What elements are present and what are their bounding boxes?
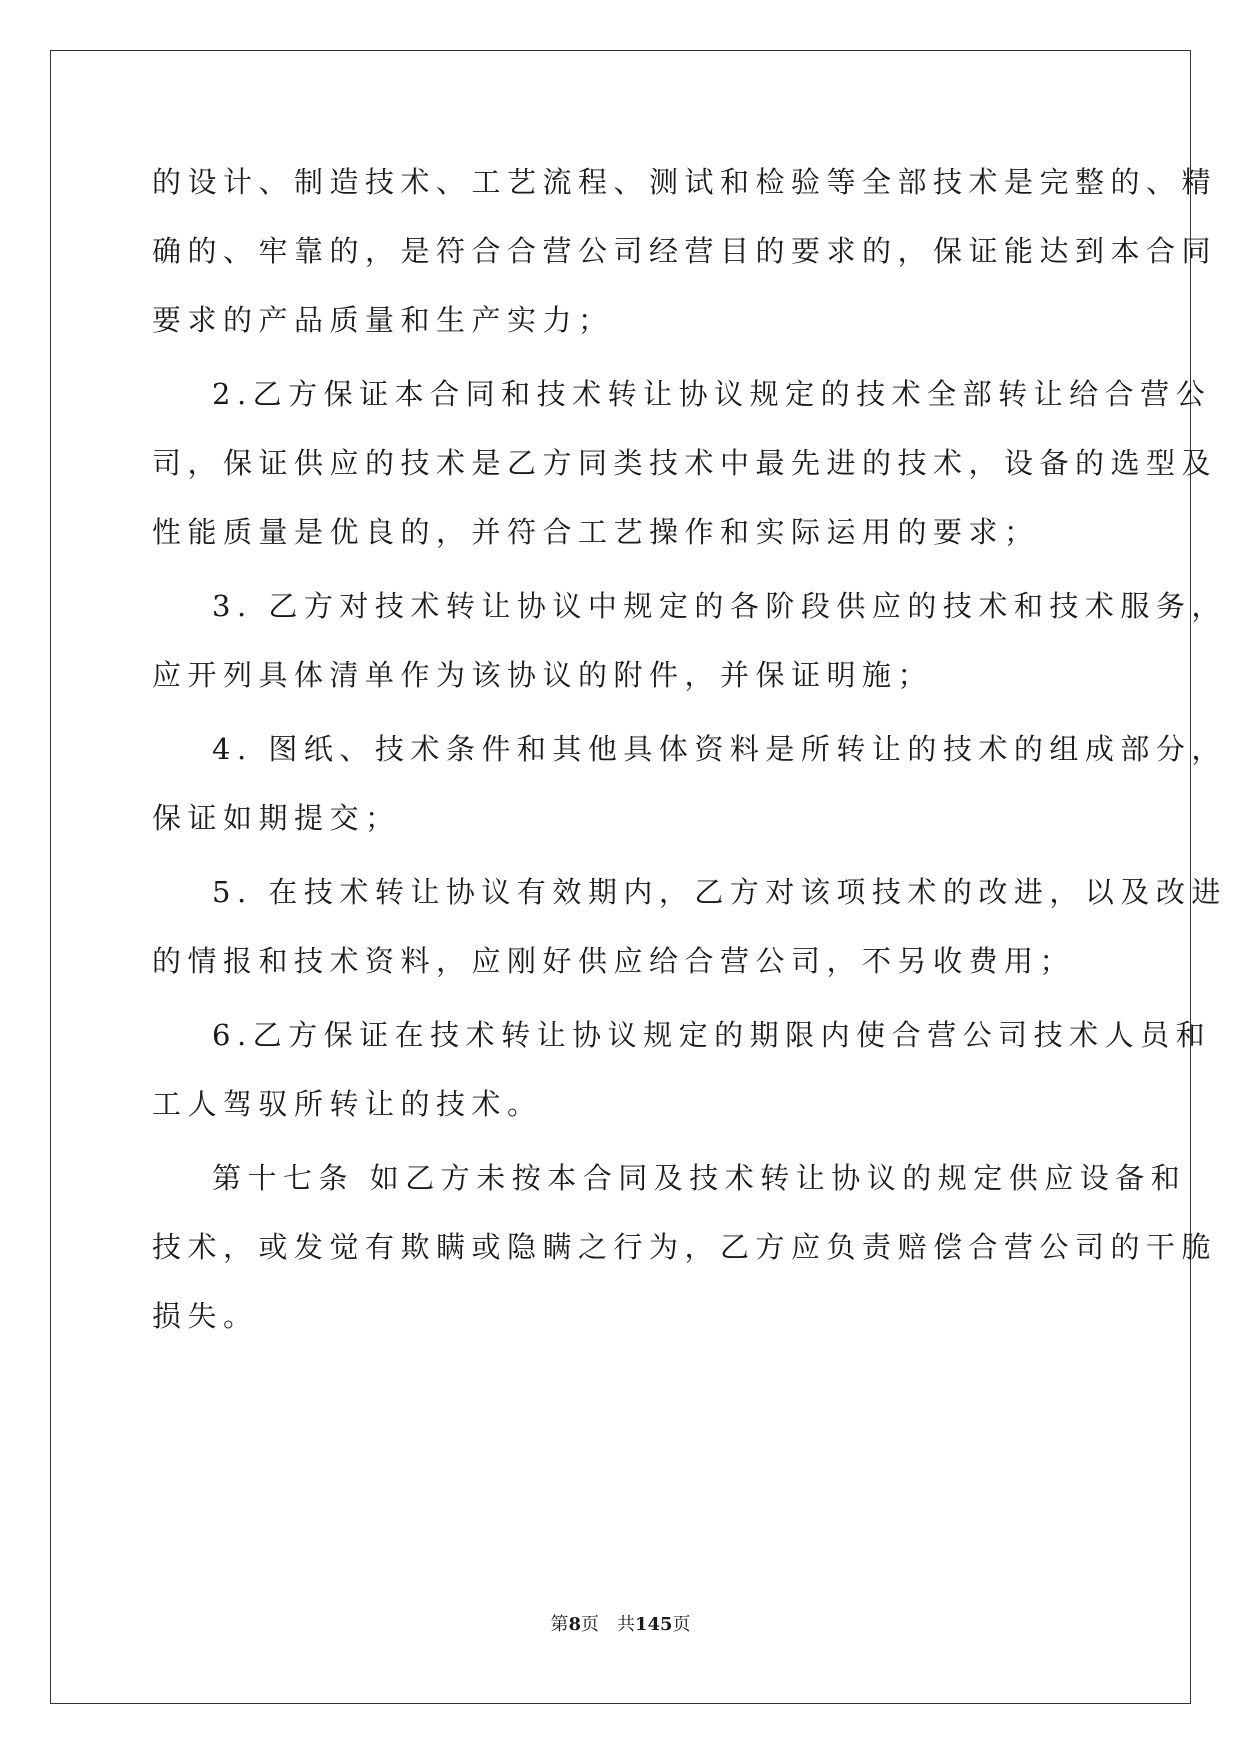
text-line: 确的、牢靠的，是符合合营公司经营目的要求的，保证能达到本合同 [152, 234, 1218, 268]
text-line: 的设计、制造技术、工艺流程、测试和检验等全部技术是完整的、精 [152, 165, 1218, 199]
text-line: 损失。 [152, 1299, 259, 1333]
text-line: 保证如期提交； [152, 801, 401, 835]
footer-mid: 页 共 [580, 1614, 635, 1635]
paragraph-5-line: 5. 在技术转让协议有效期内，乙方对该项技术的改进，以及改进 [212, 875, 1227, 909]
page-number: 8 [568, 1614, 581, 1635]
footer-prefix: 第 [550, 1614, 569, 1635]
page-footer [0, 1613, 1241, 1637]
paragraph-2-line: 2.乙方保证本合同和技术转让协议规定的技术全部转让给合营公 [212, 377, 1212, 411]
text-line: 应开列具体清单作为该协议的附件，并保证明施； [152, 658, 934, 692]
paragraph-4-line: 4. 图纸、技术条件和其他具体资料是所转让的技术的组成部分， [212, 732, 1227, 766]
text-line: 要求的产品质量和生产实力； [152, 303, 614, 337]
text-line: 性能质量是优良的，并符合工艺操作和实际运用的要求； [152, 515, 1040, 549]
text-line: 的情报和技术资料，应刚好供应给合营公司，不另收费用； [152, 944, 1076, 978]
text-line: 司，保证供应的技术是乙方同类技术中最先进的技术，设备的选型及 [152, 446, 1218, 480]
text-line: 技术，或发觉有欺瞒或隐瞒之行为，乙方应负责赔偿合营公司的干脆 [152, 1230, 1218, 1264]
paragraph-3-line: 3. 乙方对技术转让协议中规定的各阶段供应的技术和技术服务， [212, 589, 1227, 623]
article-17-line: 第十七条 如乙方未按本合同及技术转让协议的规定供应设备和 [212, 1161, 1187, 1195]
text-line: 工人驾驭所转让的技术。 [152, 1087, 543, 1121]
total-pages: 145 [634, 1614, 673, 1635]
footer-suffix: 页 [672, 1614, 691, 1635]
paragraph-6-line: 6.乙方保证在技术转让协议规定的期限内使合营公司技术人员和 [212, 1018, 1212, 1052]
